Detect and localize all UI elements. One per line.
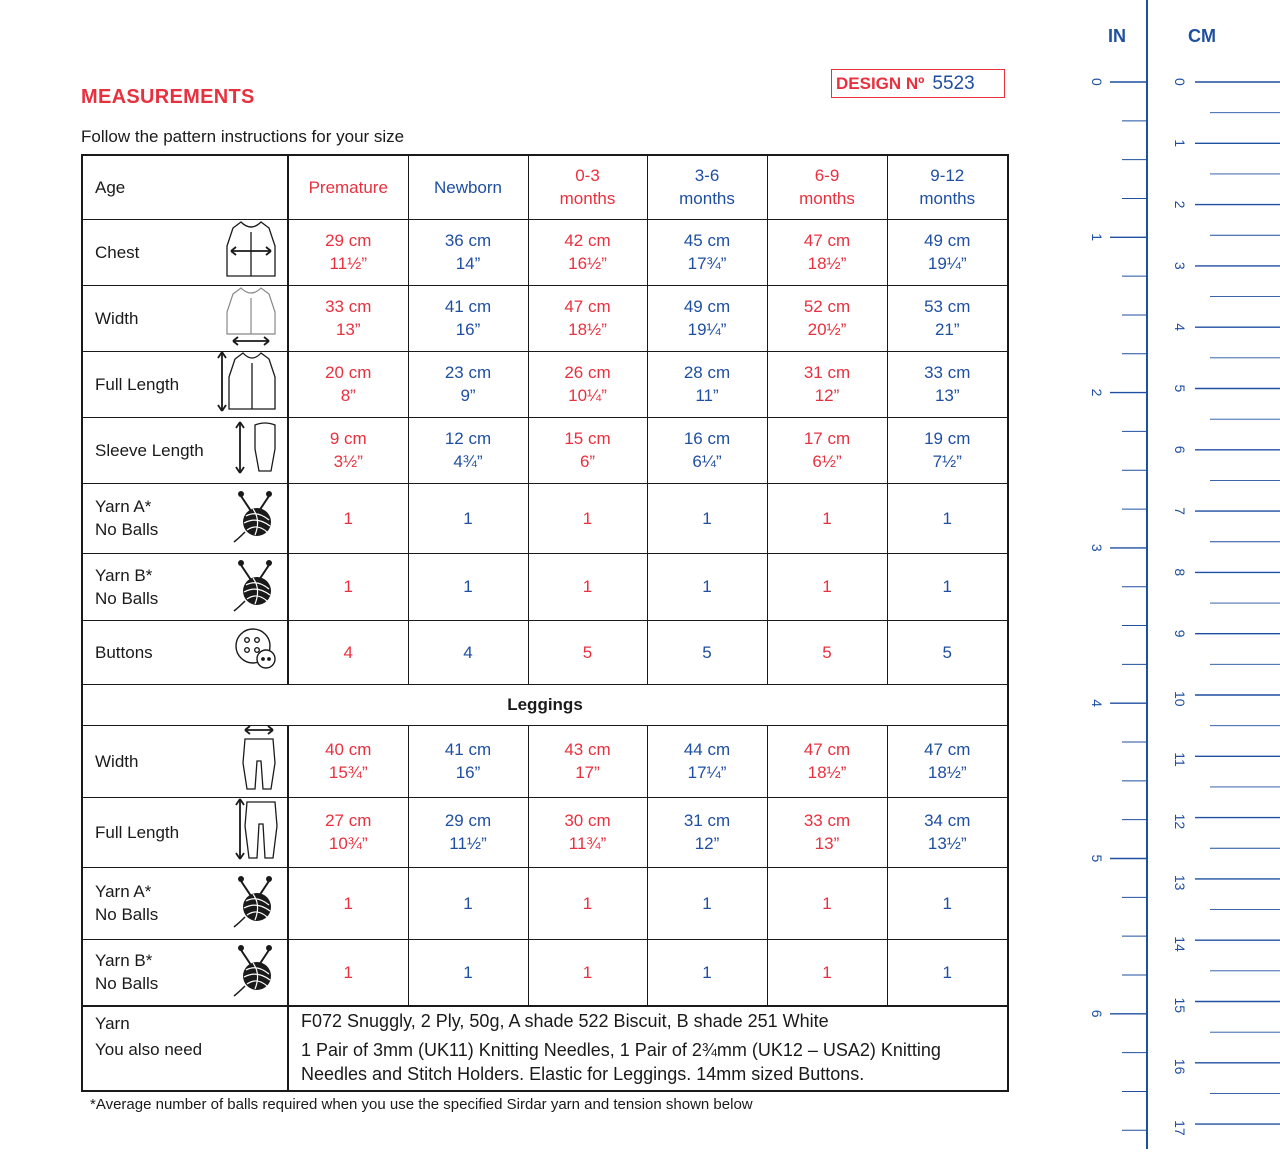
table-row <box>82 417 1008 483</box>
cell-value: 1 <box>463 893 473 913</box>
cardigan-width-icon <box>223 284 279 352</box>
cell-value: 26 cm <box>564 363 611 382</box>
table-row <box>82 553 1008 620</box>
cell-value: 1 <box>942 577 952 596</box>
value-cell <box>887 285 1008 351</box>
size-header <box>887 155 1008 219</box>
cell-value: 1 <box>463 508 473 528</box>
cell-value: 4 <box>343 642 353 662</box>
button-icon <box>233 626 279 678</box>
cell-value: 11½” <box>329 254 367 273</box>
value-cell <box>887 725 1008 797</box>
row-label: Full Length <box>95 374 180 394</box>
cell-value: 13½” <box>927 834 967 853</box>
size-name: Premature <box>308 177 388 197</box>
cell-value: 1 <box>463 962 473 982</box>
value-cell <box>408 620 528 684</box>
value-cell <box>767 797 887 867</box>
sleeve-length-icon <box>235 419 279 481</box>
cm-tick-label: 10 <box>1172 691 1188 707</box>
cardigan-length-icon <box>217 349 279 419</box>
materials-text <box>288 1006 1008 1091</box>
value-cell <box>288 553 408 620</box>
cell-value: 5 <box>582 642 593 662</box>
row-label: Width <box>95 751 139 771</box>
cardigan-label-cell <box>82 219 288 285</box>
cardigan-label-cell <box>82 351 288 417</box>
value-cell <box>408 939 528 1006</box>
cell-value: 53 cm <box>924 297 971 316</box>
leggings-length-icon <box>235 796 279 868</box>
subtitle: Follow the pattern instructions for your size <box>81 127 405 146</box>
cell-value: 6½” <box>812 452 842 471</box>
inch-tick-label: 4 <box>1089 699 1105 707</box>
cell-value: 4 <box>463 642 473 662</box>
value-cell <box>288 797 408 867</box>
cell-value: 15¾” <box>328 763 368 782</box>
cell-value: 33 cm <box>924 363 971 382</box>
row-label: Yarn B* <box>95 951 153 971</box>
value-cell <box>288 725 408 797</box>
leggings-label-cell <box>82 725 288 797</box>
need-label: You also need <box>95 1040 203 1059</box>
cell-value: 1 <box>822 962 832 982</box>
value-cell <box>887 867 1008 939</box>
cell-value: 11½” <box>449 834 487 853</box>
size-header <box>767 155 887 219</box>
cell-value: 31 cm <box>683 811 731 830</box>
size-unit: months <box>919 189 976 209</box>
value-cell <box>767 725 887 797</box>
cell-value: 16” <box>455 320 481 339</box>
materials-labels <box>82 1006 288 1091</box>
leggings-label-cell <box>82 797 288 867</box>
table-row <box>82 219 1008 285</box>
value-cell <box>528 417 647 483</box>
yarn-ball-icon <box>231 555 279 619</box>
section-title: Leggings <box>82 684 1008 725</box>
value-cell <box>767 417 887 483</box>
design-number: 5523 <box>932 72 975 94</box>
value-cell <box>767 867 887 939</box>
size-name: Newborn <box>433 177 503 197</box>
cell-value: 5 <box>702 642 712 662</box>
cm-tick-label: 1 <box>1172 139 1188 148</box>
value-cell <box>647 797 767 867</box>
row-sublabel: No Balls <box>95 588 159 608</box>
cell-value: 1 <box>582 893 593 913</box>
measuring-ruler <box>1070 0 1280 1149</box>
yarn-text: F072 Snuggly, 2 Ply, 50g, A shade 522 Biscuit, B shade 251 White <box>301 1011 829 1031</box>
cell-value: 17¾” <box>687 254 727 273</box>
table-row <box>82 725 1008 797</box>
cm-tick-label: 9 <box>1172 629 1188 638</box>
value-cell <box>647 867 767 939</box>
cell-value: 1 <box>343 508 353 528</box>
row-sublabel: No Balls <box>95 974 159 994</box>
cm-tick-label: 5 <box>1172 384 1188 393</box>
cell-value: 49 cm <box>683 297 731 316</box>
value-cell <box>288 351 408 417</box>
cell-value: 41 cm <box>444 297 492 316</box>
value-cell <box>528 483 647 553</box>
cell-value: 19¼” <box>927 254 967 273</box>
size-unit: months <box>679 189 735 209</box>
cell-value: 36 cm <box>444 231 492 250</box>
value-cell <box>647 285 767 351</box>
cell-value: 47 cm <box>924 740 971 759</box>
value-cell <box>647 351 767 417</box>
cell-value: 17 cm <box>803 429 851 448</box>
row-sublabel: No Balls <box>95 905 159 924</box>
size-name: 3-6 <box>694 166 720 186</box>
value-cell <box>528 219 647 285</box>
size-header <box>528 155 647 219</box>
value-cell <box>767 483 887 553</box>
cell-value: 29 cm <box>444 811 492 830</box>
cell-value: 1 <box>702 577 712 596</box>
cell-value: 34 cm <box>924 811 971 830</box>
table-row <box>82 285 1008 351</box>
value-cell <box>408 285 528 351</box>
cell-value: 47 cm <box>803 231 851 250</box>
row-label: Full Length <box>95 822 180 842</box>
ruler-cm-label: CM <box>1188 26 1216 46</box>
row-label: Yarn A* <box>95 497 152 516</box>
cell-value: 16” <box>455 763 481 782</box>
value-cell <box>288 285 408 351</box>
size-header <box>408 155 528 219</box>
cell-value: 1 <box>582 508 593 528</box>
table-row <box>82 867 1008 939</box>
yarn-ball-icon <box>231 871 279 935</box>
value-cell <box>647 939 767 1006</box>
leggings-section-row <box>82 684 1008 725</box>
cell-value: 12” <box>814 386 840 405</box>
leggings-label-cell <box>82 939 288 1006</box>
size-unit: months <box>799 189 855 209</box>
cell-value: 1 <box>942 893 952 913</box>
value-cell <box>647 725 767 797</box>
cm-tick-label: 13 <box>1172 874 1188 891</box>
cell-value: 6¼” <box>692 452 722 471</box>
value-cell <box>887 483 1008 553</box>
cell-value: 1 <box>343 893 353 913</box>
inch-tick-label: 5 <box>1089 854 1105 863</box>
age-label: Age <box>82 155 288 219</box>
need-text: 1 Pair of 3mm (UK11) Knitting Needles, 1 Pair of 2¾mm (UK12 – USA2) Knitting Needles and Stitch Holders. Elastic for Leggings. 14mm sized Buttons. <box>301 1040 941 1084</box>
value-cell <box>767 620 887 684</box>
row-label: Sleeve Length <box>95 440 204 460</box>
cell-value: 6” <box>579 452 596 471</box>
page-title: MEASUREMENTS <box>81 86 255 108</box>
value-cell <box>288 483 408 553</box>
value-cell <box>528 553 647 620</box>
row-label: Width <box>95 308 139 328</box>
value-cell <box>408 483 528 553</box>
cell-value: 18½” <box>927 763 967 782</box>
cell-value: 1 <box>822 893 832 913</box>
cell-value: 5 <box>942 642 952 662</box>
cell-value: 15 cm <box>564 429 611 448</box>
cell-value: 10¼” <box>568 386 607 405</box>
cell-value: 18½” <box>807 254 847 273</box>
cardigan-chest-icon <box>223 218 279 286</box>
cardigan-label-cell <box>82 553 288 620</box>
cell-value: 33 cm <box>325 297 372 316</box>
size-unit: months <box>559 189 616 209</box>
cell-value: 43 cm <box>564 740 611 759</box>
value-cell <box>767 351 887 417</box>
cell-value: 8” <box>340 386 356 405</box>
leggings-label-cell <box>82 867 288 939</box>
value-cell <box>408 867 528 939</box>
value-cell <box>408 553 528 620</box>
cell-value: 52 cm <box>803 297 851 316</box>
value-cell <box>887 351 1008 417</box>
cardigan-label-cell <box>82 483 288 553</box>
cell-value: 27 cm <box>325 811 372 830</box>
cell-value: 18½” <box>807 763 847 782</box>
cell-value: 20 cm <box>325 363 372 382</box>
yarn-ball-icon <box>231 486 279 550</box>
cell-value: 30 cm <box>564 811 611 830</box>
row-label: Yarn A* <box>95 882 152 901</box>
value-cell <box>647 620 767 684</box>
value-cell <box>647 553 767 620</box>
cell-value: 1 <box>702 962 712 982</box>
value-cell <box>528 285 647 351</box>
value-cell <box>528 867 647 939</box>
size-header <box>647 155 767 219</box>
value-cell <box>647 483 767 553</box>
cell-value: 1 <box>942 962 952 982</box>
value-cell <box>408 797 528 867</box>
value-cell <box>887 553 1008 620</box>
cell-value: 40 cm <box>325 740 372 759</box>
value-cell <box>887 219 1008 285</box>
cell-value: 20½” <box>807 320 847 339</box>
cell-value: 47 cm <box>803 740 851 759</box>
value-cell <box>767 553 887 620</box>
cell-value: 12 cm <box>444 429 492 448</box>
cell-value: 44 cm <box>683 740 731 759</box>
value-cell <box>528 620 647 684</box>
value-cell <box>887 797 1008 867</box>
cm-tick-label: 4 <box>1172 323 1188 331</box>
value-cell <box>288 620 408 684</box>
cell-value: 12” <box>694 834 720 853</box>
cell-value: 41 cm <box>444 740 492 759</box>
size-name: 0-3 <box>575 166 600 186</box>
value-cell <box>288 219 408 285</box>
inch-tick-label: 1 <box>1089 233 1105 242</box>
cell-value: 28 cm <box>683 363 731 382</box>
value-cell <box>288 417 408 483</box>
value-cell <box>408 219 528 285</box>
cell-value: 23 cm <box>444 363 492 382</box>
value-cell <box>767 285 887 351</box>
cell-value: 1 <box>343 577 353 596</box>
cardigan-label-cell <box>82 620 288 684</box>
cm-tick-label: 6 <box>1172 445 1188 454</box>
size-name: 9-12 <box>930 166 965 186</box>
value-cell <box>528 797 647 867</box>
inch-tick-label: 6 <box>1089 1009 1105 1018</box>
materials-row <box>82 1006 1008 1091</box>
value-cell <box>887 620 1008 684</box>
cell-value: 13” <box>814 834 840 853</box>
cell-value: 11” <box>695 386 719 405</box>
value-cell <box>767 219 887 285</box>
cell-value: 1 <box>463 577 473 596</box>
cell-value: 16 cm <box>683 429 731 448</box>
cell-value: 18½” <box>568 320 607 339</box>
design-number-box <box>831 69 1005 98</box>
cell-value: 47 cm <box>564 297 611 316</box>
cm-tick-label: 0 <box>1172 78 1188 86</box>
measurements-table <box>81 154 1009 1092</box>
table-row <box>82 620 1008 684</box>
cm-tick-label: 14 <box>1172 936 1188 952</box>
table-row <box>82 797 1008 867</box>
cell-value: 21” <box>934 320 960 339</box>
cell-value: 45 cm <box>683 231 731 250</box>
value-cell <box>767 939 887 1006</box>
cell-value: 17” <box>575 763 600 782</box>
ruler-inch-label: IN <box>1108 26 1126 46</box>
design-label: DESIGN Nº <box>836 73 925 93</box>
cell-value: 7½” <box>932 452 962 471</box>
cell-value: 29 cm <box>325 231 372 250</box>
cm-tick-label: 8 <box>1172 568 1188 577</box>
cell-value: 4¾” <box>453 452 483 471</box>
cell-value: 17¼” <box>687 763 727 782</box>
value-cell <box>288 867 408 939</box>
cm-tick-label: 7 <box>1172 507 1188 515</box>
cell-value: 9 cm <box>329 429 367 448</box>
cm-tick-label: 16 <box>1172 1058 1188 1075</box>
value-cell <box>528 725 647 797</box>
cm-tick-label: 11 <box>1172 752 1188 767</box>
cell-value: 5 <box>822 642 832 662</box>
cell-value: 1 <box>702 508 712 528</box>
cell-value: 33 cm <box>803 811 851 830</box>
value-cell <box>408 351 528 417</box>
value-cell <box>528 939 647 1006</box>
value-cell <box>647 417 767 483</box>
cell-value: 1 <box>822 577 832 596</box>
cell-value: 1 <box>582 577 593 596</box>
cell-value: 14” <box>455 254 481 273</box>
inch-tick-label: 3 <box>1089 543 1105 552</box>
row-label: Yarn B* <box>95 565 153 585</box>
row-label: Chest <box>95 242 140 262</box>
value-cell <box>647 219 767 285</box>
cm-tick-label: 12 <box>1172 813 1188 830</box>
cell-value: 42 cm <box>564 231 611 250</box>
cell-value: 16½” <box>568 254 607 273</box>
cm-tick-label: 2 <box>1172 200 1188 209</box>
cell-value: 11¾” <box>568 834 607 853</box>
row-label: Buttons <box>95 642 153 662</box>
value-cell <box>408 417 528 483</box>
value-cell <box>408 725 528 797</box>
cell-value: 1 <box>343 962 353 982</box>
value-cell <box>288 939 408 1006</box>
size-name: 6-9 <box>814 166 840 186</box>
cardigan-label-cell <box>82 285 288 351</box>
cm-tick-label: 15 <box>1172 997 1188 1014</box>
cell-value: 49 cm <box>924 231 971 250</box>
footnote: *Average number of balls required when you use the specified Sirdar yarn and tension shown below <box>90 1096 753 1113</box>
inch-tick-label: 0 <box>1089 78 1105 86</box>
ruler-scale <box>1070 0 1280 1149</box>
cell-value: 1 <box>702 893 712 913</box>
table-row <box>82 939 1008 1006</box>
cell-value: 13” <box>335 320 361 339</box>
inch-tick-label: 2 <box>1089 388 1105 397</box>
value-cell <box>887 417 1008 483</box>
leggings-width-icon <box>239 725 279 797</box>
value-cell <box>887 939 1008 1006</box>
size-header <box>288 155 408 219</box>
cell-value: 19 cm <box>924 429 971 448</box>
cell-value: 1 <box>582 962 593 982</box>
cell-value: 31 cm <box>803 363 851 382</box>
cell-value: 10¾” <box>328 834 368 853</box>
cm-tick-label: 17 <box>1172 1120 1188 1136</box>
cell-value: 13” <box>934 386 960 405</box>
cardigan-label-cell <box>82 417 288 483</box>
yarn-ball-icon <box>231 940 279 1004</box>
cell-value: 3½” <box>333 452 363 471</box>
cm-tick-label: 3 <box>1172 261 1188 270</box>
cell-value: 19¼” <box>687 320 727 339</box>
table-row <box>82 483 1008 553</box>
age-header-row <box>82 155 1008 219</box>
yarn-label: Yarn <box>95 1014 130 1033</box>
cell-value: 1 <box>822 508 832 528</box>
cell-value: 9” <box>460 386 476 405</box>
cell-value: 1 <box>942 508 952 528</box>
row-sublabel: No Balls <box>95 520 159 539</box>
value-cell <box>528 351 647 417</box>
table-row <box>82 351 1008 417</box>
